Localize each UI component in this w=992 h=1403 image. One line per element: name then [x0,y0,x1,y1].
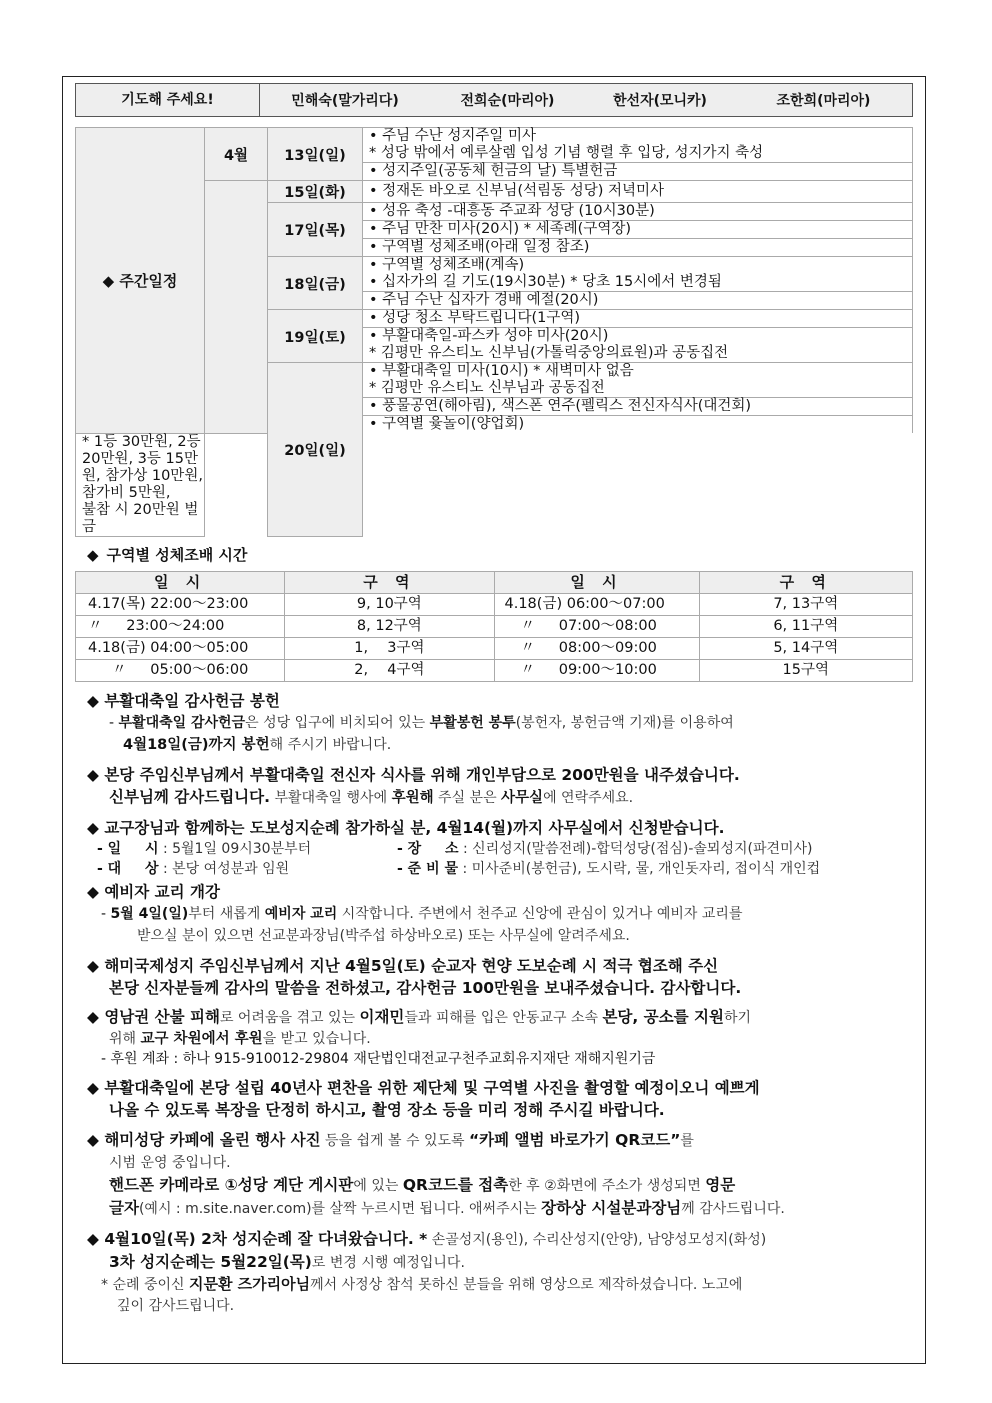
notice-pastor-donation: ◆ 본당 주임신부님께서 부활대축일 전신자 식사를 위해 개인부담으로 200만원을 내주셨습니다. 신부님께 감사드립니다. 부활대축일 행사에 후원해 주실 분은 사무실에 연락주세요. [87,765,740,806]
day-label: 19일(토) [268,310,363,363]
prayer-name: 전희순(마리아) [460,93,555,109]
notice-easter-offering: ◆ 부활대축일 감사헌금 봉헌 - 부활대축일 감사헌금은 성당 입구에 비치되어 있는 부활봉헌 봉투(봉헌자, 봉헌금액 기재)를 이용하여 4월18일(금)까지 봉헌해 주시기 바랍니다. [87,691,734,753]
adoration-table [75,571,913,682]
prayer-name: 조한희(마리아) [776,93,871,109]
schedule-item: • 구역별 윷놀이(양업회) [363,416,913,434]
notice-haemi-thanks: ◆ 해미국제성지 주임신부님께서 지난 4월5일(토) 순교자 현양 도보순례 시 적극 협조해 주신 본당 신자분들께 감사의 말씀을 전하셨고, 감사헌금 100만원을 보내주셨습니다. 감사합니다. [87,956,742,997]
schedule-item: • 주님 만찬 미사(20시) * 세족례(구역장) [363,221,913,239]
table-cell: 1, 3구역 [285,637,494,659]
col-header: 일 시 [76,571,285,593]
schedule-item: • 십자가의 길 기도(19시30분) * 당초 15시에서 변경됨 [363,274,913,292]
table-row [76,615,913,637]
schedule-item: * 성당 밖에서 예루살렘 입성 기념 행렬 후 입당, 성지가지 축성 [363,145,913,163]
schedule-item: • 구역별 성체조배(계속) [363,257,913,275]
diamond-icon: ◆ [87,1229,105,1248]
table-cell: 6, 11구역 [699,615,912,637]
schedule-item: • 성지주일(공동체 헌금의 날) 특별헌금 [363,163,913,181]
prayer-title: 기도해 주세요! [76,84,260,116]
table-cell: 4.18(금) 04:00～05:00 [76,637,285,659]
prayer-name: 민해숙(말가리다) [291,93,399,109]
table-cell: 〃 23:00～24:00 [76,615,285,637]
table-cell: 4.17(목) 22:00～23:00 [76,593,285,615]
table-cell: 5, 14구역 [699,637,912,659]
diamond-icon: ◆ [87,1130,105,1149]
day-label: 17일(목) [268,203,363,257]
table-cell: 2, 4구역 [285,659,494,681]
diamond-icon: ◆ [87,545,99,564]
notice-catechumen: ◆ 예비자 교리 개강 - 5월 4일(일)부터 새롭게 예비자 교리 시작합니다. 주변에서 천주교 신앙에 관심이 있거나 예비자 교리를 받으실 분이 있으면 선교분과장님(박주섭 하상바오로) 또는 사무실에 알려주세요. [87,882,743,944]
schedule-item: * 1등 30만원, 2등 20만원, 3등 15만원, 참가상 10만원, 참가비 5만원, [76,433,205,502]
table-cell: 〃 09:00～10:00 [494,659,699,681]
diamond-icon: ◆ [87,882,105,901]
col-header: 구 역 [285,571,494,593]
table-row [76,659,913,681]
schedule-item: • 부활대축일-파스카 성야 미사(20시) [363,328,913,346]
table-cell: 〃 08:00～09:00 [494,637,699,659]
schedule-item: • 정재돈 바오로 신부님(석림동 성당) 저녁미사 [363,181,913,203]
col-header: 일 시 [494,571,699,593]
schedule-item: • 주님 수난 십자가 경배 예절(20시) [363,292,913,310]
table-cell: 8, 12구역 [285,615,494,637]
month-label: 4월 [205,128,268,181]
schedule-item: * 김평만 유스티노 신부님(가톨릭중앙의료원)과 공동집전 [363,345,913,363]
schedule-item: • 구역별 성체조배(아래 일정 참조) [363,239,913,257]
day-label: 13일(일) [268,128,363,181]
day-label: 20일(일) [268,363,363,537]
content [75,83,913,1317]
month-blank [205,181,268,434]
day-label: 15일(화) [268,181,363,203]
notice-photo-shoot: ◆ 부활대축일에 본당 설립 40년사 편찬을 위한 제단체 및 구역별 사진을 촬영할 예정이오니 예쁘게 나올 수 있도록 복장을 단정히 하시고, 촬영 장소 등을 미리 정해 주시길 바랍니다. [87,1078,760,1119]
page-frame [62,76,926,1364]
notice-cafe-qr: ◆ 해미성당 카페에 올린 행사 사진 등을 쉽게 볼 수 있도록 “카페 앨범 바로가기 QR코드”를 시범 운영 중입니다. 핸드폰 카메라로 ①성당 계단 게시판에 있는 QR코드를 접촉한 후 ②화면에 주소가 생성되면 영문 글자(예시 : m.site.naver.com)를 살짝 누르시면 됩니다. 애써주시는 장하상 시설분과장님께 감사드립니다. [87,1130,785,1217]
schedule-item: • 주님 수난 성지주일 미사 [363,128,913,146]
table-cell: 15구역 [699,659,912,681]
diamond-icon: ◆ [87,818,105,837]
table-cell: 7, 13구역 [699,593,912,615]
schedule-item: * 김평만 유스티노 신부님과 공동집전 [363,380,913,398]
day-label: 18일(금) [268,257,363,310]
weekly-schedule-table [75,127,913,537]
schedule-item: • 부활대축일 미사(10시) * 새벽미사 없음 [363,363,913,381]
table-cell: 〃 05:00～06:00 [76,659,285,681]
schedule-item: • 성유 축성 -대흥동 주교좌 성당 (10시30분) [363,203,913,221]
schedule-item: 불참 시 20만원 벌금 [76,502,205,537]
prayer-bar [75,83,913,117]
table-cell: 9, 10구역 [285,593,494,615]
table-row [76,637,913,659]
adoration-heading: ◆ 구역별 성체조배 시간 [87,545,248,564]
notice-pilgrimage: ◆ 교구장님과 함께하는 도보성지순례 참가하실 분, 4월14(월)까지 사무실에서 신청받습니다. - 일 시 : 5월1일 09시30분부터 - 장 소 : 신리성지(말씀전례)-합덕성당(점심)-솔뫼성지(파견미사) - 대 상 : 본당 여성분과 임원 - 준 비 물 : 미사준비(봉헌금), 도시락, 물, 개인돗자리, 접이식 개인컵 [87,818,821,877]
col-header: 구 역 [699,571,912,593]
prayer-name: 한선자(모니카) [613,93,707,109]
diamond-icon: ◆ [87,765,105,784]
notice-wildfire-relief: ◆ 영남권 산불 피해로 어려움을 겪고 있는 이재민들과 피해를 입은 안동교구 소속 본당, 공소를 지원하기 위해 교구 차원에서 후원을 받고 있습니다. - 후원 계좌 : 하나 915-910012-29804 재단법인대전교구천주교회유지재단 재해지원기금 [87,1007,752,1067]
schedule-item: • 성당 청소 부탁드립니다(1구역) [363,310,913,328]
table-cell: 〃 07:00～08:00 [494,615,699,637]
diamond-icon: ◆ [87,956,105,975]
diamond-icon: ◆ [87,691,105,710]
notice-pilgrimage-report: ◆ 4월10일(목) 2차 성지순례 잘 다녀왔습니다. * 손골성지(용인), 수리산성지(안양), 남양성모성지(화성) 3차 성지순례는 5월22일(목)로 변경 시행 예정입니다. * 순례 중이신 지문환 즈가리아님께서 사정상 참석 못하신 분들을 위해 영상으로 제작하셨습니다. 노고에 깊이 감사드립니다. [87,1229,767,1314]
table-row [76,593,913,615]
diamond-icon: ◆ [87,1007,105,1026]
weekly-label: ◆ 주간일정 [76,128,205,434]
diamond-icon: ◆ [87,1078,105,1097]
table-cell: 4.18(금) 06:00～07:00 [494,593,699,615]
schedule-item: • 풍물공연(해아림), 색스폰 연주(펠릭스 전신자식사(대건회) [363,398,913,416]
